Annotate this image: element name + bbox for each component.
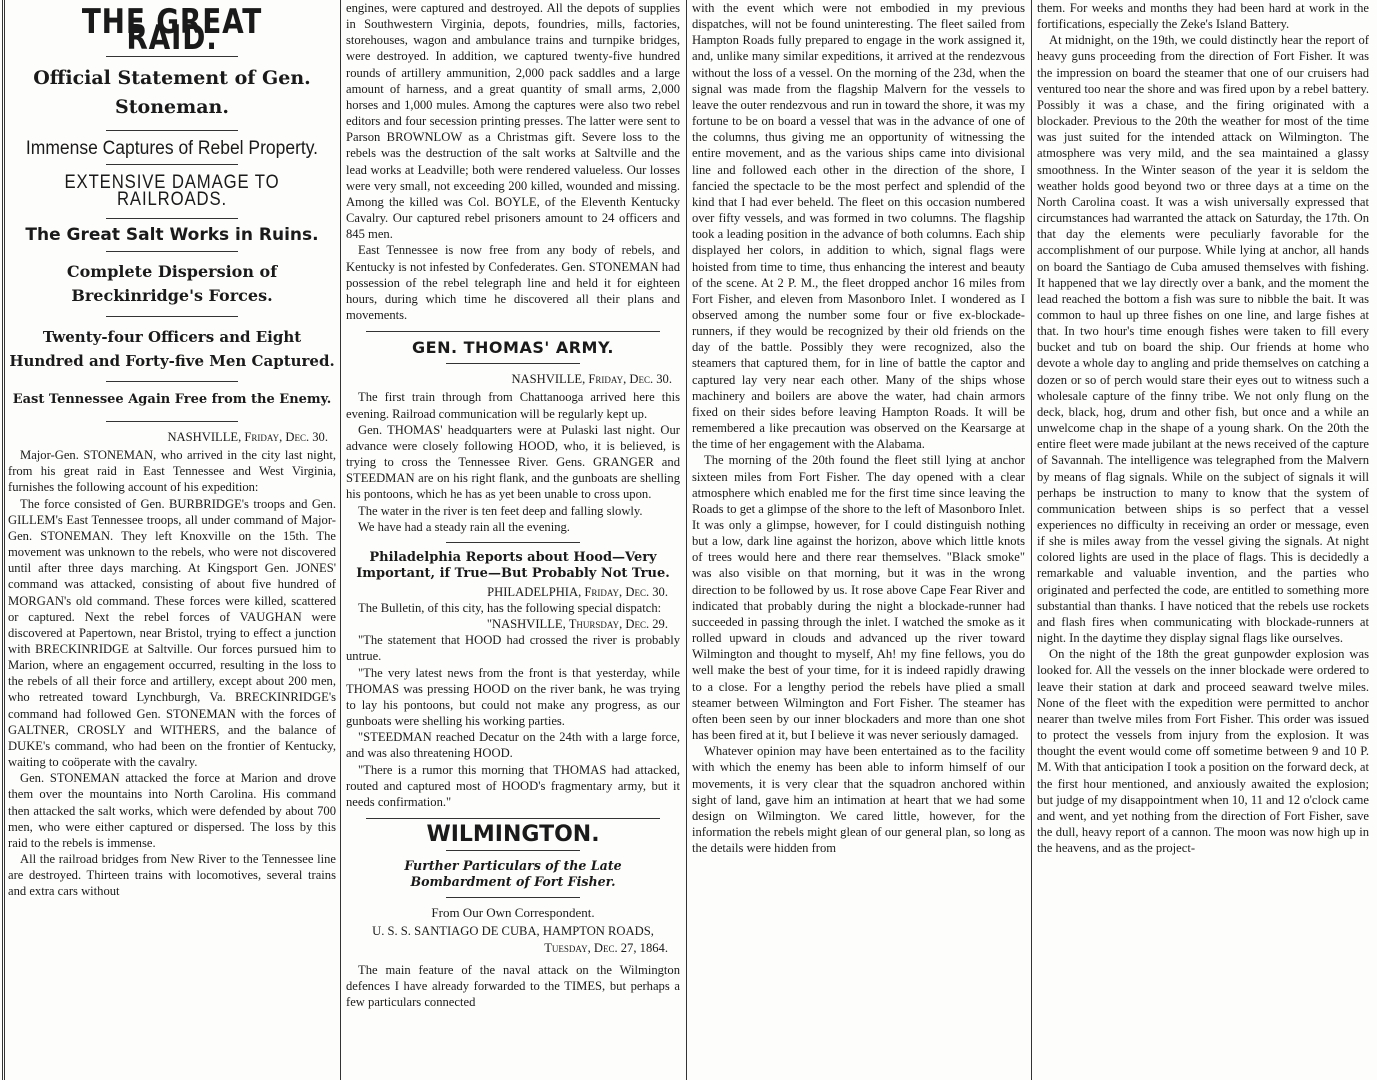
divider (106, 316, 237, 317)
divider (106, 251, 237, 252)
divider (366, 818, 660, 819)
column-2 (346, 0, 680, 1080)
article-paragraph: "The statement that HOOD had crossed the river is probably untrue. (346, 633, 680, 664)
dateline: U. S. S. SANTIAGO DE CUBA, HAMPTON ROADS, (372, 924, 654, 939)
article-paragraph: At midnight, on the 19th, we could distinctly hear the report of heavy guns proceeding from the direction of Fort Fisher. It was the impression on board the steamer that one of our cruisers had ventured too near the shore and was fired upon by a rebel battery. Possibly it was a chase, and the firing originated with a blockader. Previous to the 20th the weather for most of the time was just suited for the intended attack on Wilmington. The atmosphere was very mild, and the sea maintained a glassy smoothness. In the Winter season of the year it is seldom the weather holds good beyond two or three days at a time on the North Carolina coast. It was a wish universally expressed that circumstances had warranted the attack on Saturday, the 17th. On that day the elements were peculiarly favorable for the accomplishment of our purpose. While lying at anchor, all hands on board the Santiago de Cuba amused themselves with fishing. It happened that we lay directly over a bank, and the moment the lead reached the bottom a fish was sure to nibble the bait. It was common to haul up three fishes on one line, and large fishes at that. In two hour's time enough fishes were taken to fill every bucket and tub on board the ship. Our friends at home who devote a whole day to angling and pride themselves on catching a dozen or so of perch would stare their eyes out to witness such a wholesale capture of the finny tribe. We not only flung on the deck, black, hog, drum and other fish, but once and a while an unwelcome chap in the shape of a young shark. On the 20th the entire fleet were made jubilant at the news received of the capture of Savannah. The intelligence was telegraphed from the Malvern by means of flag signals. While on the subject of signals it will perhaps be instruction to many to know that the system of communication between ships is so perfect that a vessel experiences no difficulty in receiving an order or message, even if she is miles away from the vessel giving the signals. At night colored lights are used in the place of flags. This is decidedly a remarkable and valuable invention, and the parties who originated and perfected the code, are entitled to something more substantial than thanks. I have noticed that the rebels use rockets and flash fires when communicating with blockade-runners at night. In the daytime they display signal flags like ourselves. (1037, 33, 1369, 646)
divider (366, 331, 660, 332)
divider (106, 381, 237, 382)
article-paragraph: "The very latest news from the front is that yesterday, while THOMAS was pressing HOOD on the river bank, he was trying to lay his pontoons, but could not make any progress, as our gunboats were shelling his working parties. (346, 665, 680, 729)
dateline: NASHVILLE, Friday, Dec. 30. (167, 429, 328, 444)
main-headline: THE GREAT RAID. (81, 2, 263, 59)
headline-deck: Twenty-four Officers and Eight Hundred and Forty-five Men Captured. (9, 327, 335, 370)
column-3 (692, 0, 1025, 1080)
column-rule (340, 0, 341, 1080)
article-paragraph: Major-Gen. STONEMAN, who arrived in the city last night, from his great raid in East Tennessee and West Virginia, furnishes the following account of his expedition: (8, 448, 336, 495)
headline-deck: Immense Captures of Rebel Property. (25, 138, 319, 160)
divider (446, 542, 580, 543)
article-paragraph: The force consisted of Gen. BURBRIDGE's troops and Gen. GILLEM's East Tennessee troops, all under command of Major-Gen. STONEMAN. They left Knoxville on the 15th. The movement was unknown to the rebels, who were not discovered until after three days marching. At Kingsport Gen. JONES' command was attacked, consisting of about five hundred of MORGAN's old command. These forces were killed, scattered or captured. Next the rebel forces of VAUGHAN were discovered at Papertown, near Bristol, trying to effect a junction with BRECKINRIDGE at Saltville. Our forces pursued him to Marion, where an engagement occurred, resulting in the loss to the rebels of all their force and artillery, except about 200 men, who retreated toward Lynchburgh, Va. BRECKINRIDGE's command had followed Gen. STONEMAN with the forces of GALTNER, CROSLY and WITHERS, and the balance of DUKE's command, who had been on the frontier of Kentucky, waiting to coöperate with the cavalry. (8, 496, 336, 770)
divider (106, 218, 237, 219)
divider (446, 850, 580, 851)
column-rule (686, 0, 687, 1080)
article-paragraph: On the night of the 18th the great gunpowder explosion was looked for. All the vessels on the inner blockade were ordered to leave their station at dark and proceed seaward twelve miles. None of the fleet with the expedition were permitted to anchor nearer than twelve miles from Fort Fisher. This order was issued to protect the vessels from injury from the explosion. It was thought the event would come off sometime between 9 and 10 P. M. With that anticipation I took a position on the forward deck, at the first hour mentioned, and anxiously awaited the explosion; but judge of my disappointment when 10, 11 and 12 o'clock came and went, and yet nothing from the direction of Fort Fisher, save the dull, heavy report of a cannon. The moon was now high up in the heavens, and as the project- (1037, 647, 1369, 856)
dateline: Tuesday, Dec. 27, 1864. (544, 940, 668, 955)
article-paragraph: The Bulletin, of this city, has the following special dispatch: (358, 601, 662, 615)
article-paragraph: The main feature of the naval attack on the Wilmington defences I have already forwarded to the TIMES, but perhaps a few particulars connected (346, 962, 680, 1009)
article-paragraph: The morning of the 20th found the fleet still lying at anchor sixteen miles from Fort Fisher. The day opened with a clear atmosphere which enabled me for the first time since leaving the Roads to get a glimpse of the shore to the left of Masonboro Inlet. It was only a glimpse, however, for I could distinguish nothing but a low, dark line against the horizon, above which little knots of trees would here and there rear themselves. "Black smoke" was also visible on that morning, but it was in the wrong direction to be followed by us. It rose above Cape Fear River and indicated that probably during the night a blockade-runner had succeeded in passing through the inlet. I watched the smoke as it rolled upward in clouds and advanced up the river toward Wilmington and thought to myself, Ah! my fine fellows, you do well make the best of your time, for it is indeed rapidly drawing to a close. For a lengthy period the rebels have plied a small steamer between Wilmington and Fort Fisher. The steamer has often been seen by our inner blockaders and more than one shot has been fired at it, but I believe it was never seriously damaged. (692, 453, 1025, 743)
correspondent-line: From Our Own Correspondent. (431, 905, 595, 921)
article-paragraph: with the event which were not embodied in my previous dispatches, will not be found uninteresting. The fleet sailed from Hampton Roads fully prepared to engage in the work assigned it, and, unlike many similar expeditions, it arrived at the rendezvous without the loss of a vessel. On the morning of the 23d, when the signal was made from the flagship Malvern for the vessels to leave the outer rendezvous and run in toward the shore, it was my fortune to be on board a vessel that was in the advance of one of the columns, thus giving me an opportunity of witnessing the entire movement, and as the various ships came into divisional line and followed each other in the direction of the shore, I fancied the spectacle to be the most perfect and splendid of the kind that I had ever beheld. The fleet on this occasion numbered over fifty vessels, and was formed in two columns. The flagship took a leading position in the advance of both columns. Each ship displayed her colors, in addition to which, signal flags were hoisted from time to time, thus enhancing the interest and beauty of the scene. At 2 P. M., the fleet dropped anchor 16 miles from Fort Fisher, and eleven from Masonboro Inlet. I wondered as I observed among the number some four or five ex-blockade-runners, if they would be recognized by their old friends on the day of the battle. Possibly they were recognized, also the steamers that captured them, for in line of battle the captor and captured lay very near each other. Many of the ships whose machinery and boilers are above the water, had chain armors fixed on their sides before leaving Hampton Roads. It will be remembered a like precaution was observed on the Kearsarge at the time of her engagement with the Alabama. (692, 1, 1025, 452)
article-paragraph: them. For weeks and months they had been hard at work in the fortifications, especially the Zeke's Island Battery. (1037, 1, 1369, 32)
article-paragraph: East Tennessee is now free from any body of rebels, and Kentucky is not infested by Confederates. Gen. STONEMAN had possession of the rebel telegraph line and held it for eighteen hours, during which time he discovered all their plans and movements. (346, 243, 680, 322)
article-paragraph: Gen. THOMAS' headquarters were at Pulaski last night. Our advance were closely following HOOD, who, it is believed, is trying to cross the Tennessee River. Gens. GRANGER and STEEDMAN are on his right flank, and the gunboats are shelling his pontoons, which he has as yet been unable to cross upon. (346, 422, 680, 502)
article-paragraph: engines, were captured and destroyed. All the depots of supplies in Southwestern Virginia, depots, foundries, mills, factories, storehouses, wagon and ambulance trains and turnpike bridges, were destroyed. In addition, we captured twenty-five hundred rounds of artillery ammunition, 2,000 pack saddles and a large amount of harness, and a great quantity of small arms, 2,000 horses and 1,000 mules. Among the captures were also two rebel editors and four secession printing presses. The latter were sent to Parson BROWNLOW as a Christmas gift. Severe loss to the rebels was the destruction of the salt works at Saltville and the lead works at Leadville; both were rendered valueless. Our losses were very small, not exceeding 200 killed, wounded and missing. Among the killed was Col. BOYLE, of the Eleventh Kentucky Cavalry. Our captured rebel prisoners amount to 24 officers and 845 men. (346, 1, 680, 242)
headline-deck: The Great Salt Works in Ruins. (25, 224, 319, 245)
divider (446, 363, 580, 364)
dateline: NASHVILLE, Friday, Dec. 30. (511, 372, 672, 387)
section-headline: GEN. THOMAS' ARMY. (412, 338, 614, 358)
article-paragraph: "STEEDMAN reached Decatur on the 24th with a large force, and was also threatening HOOD. (346, 730, 680, 761)
headline-deck: East Tennessee Again Free from the Enemy. (12, 391, 332, 407)
section-subheadline: Further Particulars of the Late Bombardment of Fort Fisher. (404, 858, 622, 890)
column-rule (2, 0, 5, 1080)
headline-deck: Complete Dispersion of Breckinridge's Forces. (66, 261, 278, 305)
divider (106, 164, 237, 165)
article-paragraph: We have had a steady rain all the evening. (358, 519, 570, 534)
article-paragraph: The water in the river is ten feet deep and falling slowly. (358, 503, 643, 518)
divider (106, 421, 237, 422)
article-paragraph: Whatever opinion may have been entertained as to the facility with which the enemy has been able to inform himself of our movements, it is very clear that the squadron anchored within sight of land, gave him an intimation at heart that we had some design on Wilmington. We cared little, however, for the information the rebels might glean of our general plan, so long as the details were hidden from (692, 744, 1025, 856)
section-headline: Philadelphia Reports about Hood—Very Important, if True—But Probably Not True. (356, 549, 670, 581)
article-paragraph: "There is a rumor this morning that THOMAS had attacked, routed and captured most of HOOD's fragmentary army, but it needs confirmation." (346, 762, 680, 809)
headline-deck: EXTENSIVE DAMAGE TO RAILROADS. (64, 172, 280, 210)
headline-deck: Official Statement of Gen. Stoneman. (33, 67, 311, 119)
column-1 (8, 0, 336, 1080)
column-4 (1037, 0, 1369, 1080)
dateline: PHILADELPHIA, Friday, Dec. 30. (487, 584, 668, 599)
column-rule (1031, 0, 1032, 1080)
divider (446, 897, 580, 898)
article-paragraph: Gen. STONEMAN attacked the force at Marion and drove them over the mountains into North Carolina. His command then attacked the salt works, which were defended by about 700 men, who were either captured or dispersed. The loss by this raid to the rebels is immense. (8, 771, 336, 850)
dateline: "NASHVILLE, Thursday, Dec. 29. (486, 617, 668, 632)
article-paragraph: The first train through from Chattanooga arrived here this evening. Railroad communication will be regularly kept up. (346, 390, 680, 421)
article-paragraph: All the railroad bridges from New River to the Tennessee line are destroyed. Thirteen trains with locomotives, several trains and extra cars without (8, 852, 336, 899)
section-headline: WILMINGTON. (426, 822, 600, 848)
divider (106, 130, 237, 131)
